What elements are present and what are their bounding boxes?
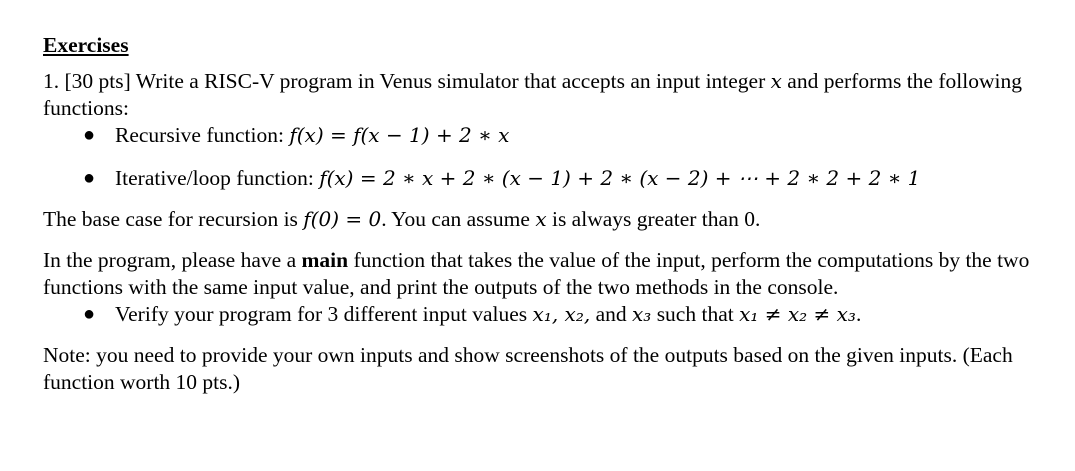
iterative-formula: f(x) = 2 ∗ x + 2 ∗ (x − 1) + 2 ∗ (x − 2) + ⋯ + 2 ∗ 2 + 2 ∗ 1 — [319, 166, 921, 190]
function-label: Iterative/loop function: — [115, 166, 314, 190]
inequality-condition: x₁ ≠ x₂ ≠ x₃ — [739, 302, 856, 326]
base-case-middle: . You can assume — [381, 207, 530, 231]
function-list — [43, 122, 1053, 192]
function-label: Recursive function: — [115, 123, 284, 147]
verify-list — [43, 301, 1053, 328]
exercise-document — [43, 32, 1053, 396]
input-variables: x₁, x₂, — [532, 302, 591, 326]
main-para-after: function that takes the value of the input, perform the computations by the two functions with the same input value, and print the outputs of the two methods in the console. — [43, 248, 1030, 299]
variable-x: x — [535, 207, 547, 231]
main-para-before: In the program, please have a — [43, 248, 297, 272]
section-heading: Exercises — [43, 33, 129, 57]
list-item-iterative — [43, 165, 1053, 192]
note-text: Note: you need to provide your own inputs and show screenshots of the outputs based on the given inputs. (Each function worth 10 pts.) — [43, 343, 1013, 394]
base-case-before: The base case for recursion is — [43, 207, 298, 231]
bullet-icon: ● — [83, 167, 96, 189]
base-case-formula: f(0) = 0 — [303, 207, 382, 231]
question-1-intro: Write a RISC-V program in Venus simulator that accepts an input integer — [135, 69, 766, 93]
main-function-text — [43, 247, 1053, 301]
verify-such-that: such that — [656, 302, 734, 326]
main-keyword: main — [301, 248, 349, 272]
bullet-icon: ● — [83, 124, 96, 146]
list-item-recursive — [43, 122, 1053, 149]
question-1-outro: and performs the following functions: — [43, 69, 1022, 120]
verify-before: Verify your program for 3 different input values — [115, 302, 528, 326]
variable-x: x — [770, 69, 782, 93]
verify-and: and — [595, 302, 627, 326]
bullet-icon: ● — [83, 303, 96, 325]
question-number: 1. [30 pts] — [43, 69, 131, 93]
question-1-text — [43, 68, 1053, 122]
list-item-verify: ● Verify your program for 3 different input values x₁, x₂, and x₃ such that x₁ ≠ x₂ ≠ x₃. — [83, 302, 862, 326]
base-case-text — [43, 206, 1053, 233]
base-case-after: is always greater than 0. — [551, 207, 761, 231]
variable-x3: x₃ — [632, 302, 652, 326]
recursive-formula: f(x) = f(x − 1) + 2 ∗ x — [289, 123, 510, 147]
